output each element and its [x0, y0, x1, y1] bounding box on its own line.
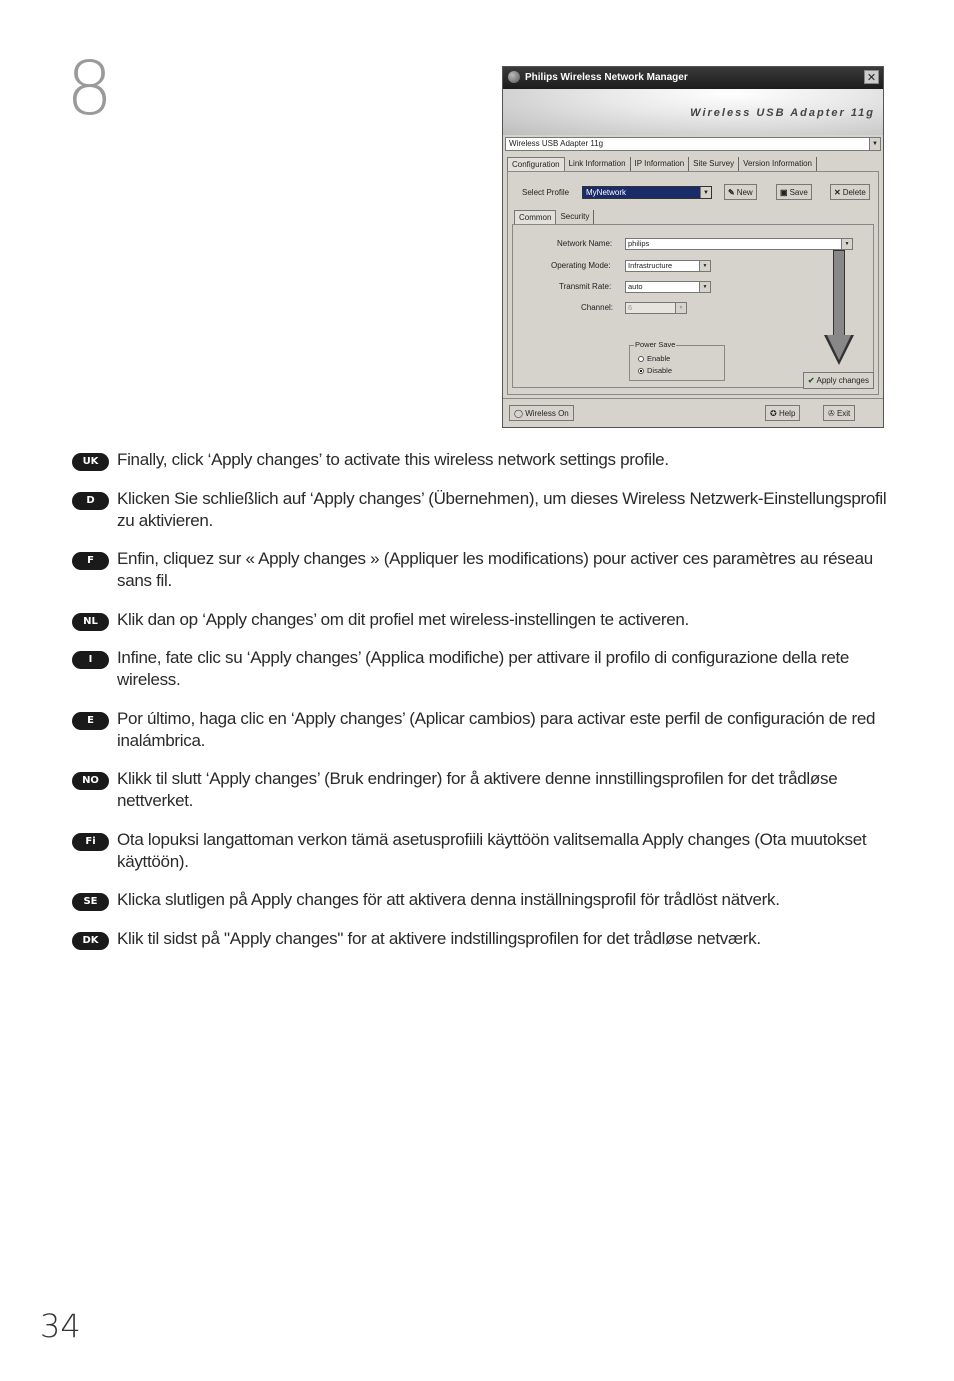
window-titlebar [503, 67, 883, 89]
delete-button[interactable] [830, 184, 870, 200]
language-badge: D [72, 492, 109, 510]
app-icon [508, 71, 520, 83]
instruction-text: Klicken Sie schließlich auf ‘Apply changes’ (Übernehmen), um dieses Wireless Netzwerk-Einstellungsprofil zu aktivieren. [117, 489, 887, 530]
window-title: Philips Wireless Network Manager [525, 72, 688, 83]
step-number: 8 [66, 46, 112, 132]
channel-label: Channel: [581, 303, 614, 312]
tab-security[interactable]: Security [556, 210, 594, 224]
instruction-text: Klik til sidst på "Apply changes" for at aktivere indstillingsprofilen for det trådløse netværk. [117, 929, 761, 948]
language-badge: E [72, 712, 109, 730]
chevron-down-icon[interactable]: ▼ [699, 282, 710, 292]
arrow-down-icon-fill [827, 335, 851, 360]
power-save-group [629, 340, 725, 381]
chevron-down-icon: ▼ [675, 303, 686, 313]
radio-off-icon [638, 356, 644, 362]
tab-ip-information[interactable]: IP Information [631, 157, 690, 171]
help-label: Help [778, 409, 796, 418]
power-save-enable-radio[interactable] [638, 354, 670, 363]
instruction-text: Klik dan op ‘Apply changes’ om dit profiel met wireless-instellingen te activeren. [117, 610, 689, 629]
apply-changes-button[interactable] [803, 372, 874, 389]
network-name-value: philips [628, 239, 650, 248]
transmit-rate-label: Transmit Rate: [559, 282, 612, 291]
window-statusbar [503, 398, 883, 427]
wireless-on-label: Wireless On [525, 409, 569, 418]
help-icon: ✪ [770, 409, 777, 418]
save-icon: ▣ [780, 188, 788, 197]
pointer-arrow-shaft [833, 250, 845, 336]
main-tabs [507, 157, 817, 171]
language-badge: NL [72, 613, 109, 631]
new-button-label: New [736, 188, 753, 197]
apply-changes-label: Apply changes [816, 376, 869, 385]
save-button[interactable] [776, 184, 812, 200]
power-icon: ◯ [514, 409, 523, 418]
select-profile-label: Select Profile [522, 188, 570, 197]
profile-value: MyNetwork [586, 188, 627, 197]
tab-common[interactable]: Common [514, 210, 556, 224]
exit-label: Exit [836, 409, 851, 418]
wireless-manager-window [502, 66, 884, 428]
language-badge: Fi [72, 833, 109, 851]
chevron-down-icon[interactable]: ▼ [700, 187, 711, 198]
tab-configuration[interactable]: Configuration [507, 157, 565, 171]
adapter-value: Wireless USB Adapter 11g [509, 139, 604, 148]
radio-on-icon [638, 368, 644, 374]
new-button[interactable] [724, 184, 757, 200]
channel-value: 6 [628, 303, 633, 312]
instruction-text: Finally, click ‘Apply changes’ to activate this wireless network settings profile. [117, 450, 669, 469]
instruction-text: Por último, haga clic en ‘Apply changes’ (Aplicar cambios) para activar este perfil de configuración de red inalámbrica. [117, 709, 876, 750]
network-name-label: Network Name: [557, 239, 613, 248]
operating-mode-value: Infrastructure [628, 261, 673, 270]
operating-mode-select[interactable] [625, 260, 711, 272]
sub-tabs [514, 210, 594, 224]
network-name-field[interactable] [625, 238, 853, 250]
exit-button[interactable] [823, 405, 855, 421]
close-icon[interactable]: ✕ [864, 70, 879, 84]
exit-icon: ✇ [828, 409, 835, 418]
transmit-rate-select[interactable] [625, 281, 711, 293]
power-save-disable-radio[interactable] [638, 366, 672, 375]
tab-link-information[interactable]: Link Information [565, 157, 631, 171]
instruction-text: Infine, fate clic su ‘Apply changes’ (Applica modifiche) per attivare il profilo di configurazione della rete wireless. [117, 648, 850, 689]
instruction-text: Klikk til slutt ‘Apply changes’ (Bruk endringer) for å aktivere denne innstillingsprofilen for det trådløse nettverket. [117, 769, 838, 810]
instruction-text: Ota lopuksi langattoman verkon tämä asetusprofiili käyttöön valitsemalla Apply changes (Ota muutokset käyttöön). [117, 830, 867, 871]
product-banner [503, 89, 883, 135]
language-badge: NO [72, 772, 109, 790]
instruction-text: Klicka slutligen på Apply changes för att aktivera denna inställningsprofil för trådlöst nätverk. [117, 890, 780, 909]
profile-select[interactable] [582, 186, 712, 199]
chevron-down-icon[interactable]: ▼ [841, 239, 852, 249]
language-badge: SE [72, 893, 109, 911]
delete-icon: ✕ [834, 188, 841, 197]
language-badge: DK [72, 932, 109, 950]
save-button-label: Save [789, 188, 808, 197]
new-icon: ✎ [728, 188, 735, 197]
chevron-down-icon[interactable]: ▼ [869, 138, 880, 150]
operating-mode-label: Operating Mode: [551, 261, 611, 270]
page-number: 34 [40, 1307, 81, 1345]
instruction-text: Enfin, cliquez sur « Apply changes » (Appliquer les modifications) pour activer ces paramètres au réseau sans fil. [117, 549, 873, 590]
adapter-select[interactable] [505, 137, 881, 151]
language-badge: I [72, 651, 109, 669]
tab-site-survey[interactable]: Site Survey [689, 157, 739, 171]
checkmark-icon: ✔ [807, 376, 815, 385]
disable-label: Disable [647, 366, 673, 375]
transmit-rate-value: auto [628, 282, 643, 291]
power-save-title: Power Save [635, 340, 676, 349]
channel-select [625, 302, 687, 314]
help-button[interactable] [765, 405, 800, 421]
chevron-down-icon[interactable]: ▼ [699, 261, 710, 271]
tab-version-information[interactable]: Version Information [739, 157, 817, 171]
banner-text: Wireless USB Adapter 11g [690, 107, 875, 119]
delete-button-label: Delete [842, 188, 866, 197]
enable-label: Enable [647, 354, 671, 363]
wireless-on-button[interactable] [509, 405, 574, 421]
language-badge: UK [72, 453, 109, 471]
common-settings-panel [512, 224, 874, 388]
language-badge: F [72, 552, 109, 570]
